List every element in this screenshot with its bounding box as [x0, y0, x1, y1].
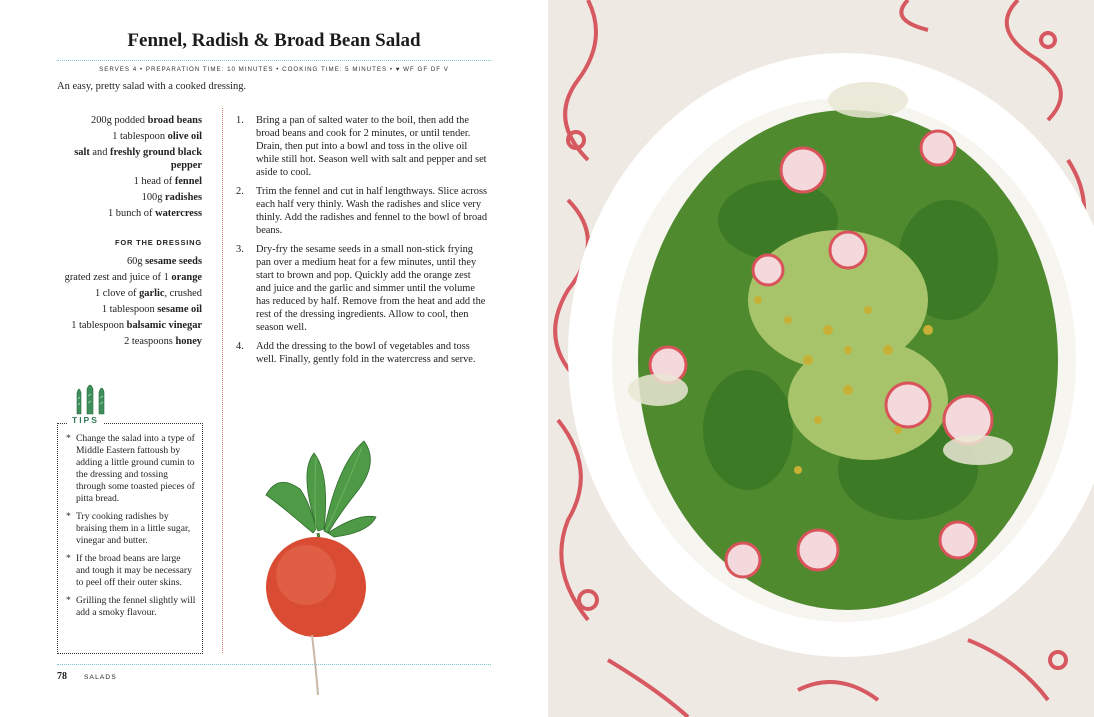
section-name: SALADS: [84, 674, 117, 681]
ingredient: 200g podded broad beans: [91, 115, 202, 126]
salad-photo: [548, 0, 1094, 717]
recipe-meta: SERVES 4 • PREPARATION TIME: 10 MINUTES • COOKING TIME: 5 MINUTES • ♥ WF GF DF V: [99, 66, 449, 73]
method-step: 2. Trim the fennel and cut in half lengthways. Slice across each half very thinly. Wash the radishes and slice very thinly. Add the radishes and fennel to the bowl of broad beans.: [236, 186, 488, 236]
ingredient: salt and freshly ground black pepper: [74, 147, 202, 171]
asparagus-icon: [71, 381, 111, 415]
tip-item: * Change the salad into a type of Middle Eastern fattoush by adding a little ground cumin to the dressing and tossing through some toasted pieces of pitta bread.: [66, 433, 195, 504]
right-page-photo: [548, 0, 1094, 717]
tip-item: * Try cooking radishes by braising them in a little sugar, vinegar and butter.: [66, 511, 191, 546]
bottom-dotted-rule: [57, 664, 491, 665]
ingredients-list: [52, 114, 202, 351]
page-number: 78: [57, 671, 67, 682]
recipe-title: Fennel, Radish & Broad Bean Salad: [127, 30, 421, 51]
top-dotted-rule: [57, 60, 491, 61]
method-step: 1. Bring a pan of salted water to the boil, then add the broad beans and cook for 2 minutes, or until tender. Drain, then put into a bowl and toss in the olive oil while still hot. Season well with salt and pepper and set aside to cool.: [236, 115, 487, 178]
tip-item: * Grilling the fennel slightly will add a smoky flavour.: [66, 595, 196, 618]
dressing-ingredient: 1 tablespoon sesame oil: [101, 304, 202, 315]
dressing-heading: FOR THE DRESSING: [115, 238, 202, 247]
tips-list: [66, 433, 196, 625]
recipe-intro: An easy, pretty salad with a cooked dressing.: [57, 81, 247, 92]
ingredient: 1 bunch of watercress: [108, 208, 202, 219]
method-steps: [236, 114, 488, 372]
method-step: 3. Dry-fry the sesame seeds in a small non-stick frying pan over a medium heat for a few minutes, until they start to brown and pop. Quickly add the orange zest and juice and the garlic and simmer until the volume has reduced by half. Remove from the heat and add the rest of the dressing ingredients. Allow to cool, then season well.: [236, 244, 486, 333]
dressing-ingredient: grated zest and juice of 1 orange: [64, 272, 202, 283]
dressing-ingredient: 2 teaspoons honey: [124, 336, 202, 347]
column-divider: [222, 108, 223, 653]
dressing-ingredient: 1 clove of garlic, crushed: [94, 288, 202, 299]
tips-label: TIPS: [68, 415, 103, 425]
radish-illustration: [258, 433, 382, 699]
method-step: 4. Add the dressing to the bowl of vegetables and toss well. Finally, gently fold in the watercress and serve.: [236, 341, 476, 365]
dressing-ingredient: 60g sesame seeds: [126, 256, 202, 267]
tip-item: * If the broad beans are large and tough it may be necessary to peel off their outer skins.: [66, 553, 192, 588]
dressing-ingredient: 1 tablespoon balsamic vinegar: [71, 320, 202, 331]
ingredient: 100g radishes: [141, 192, 202, 203]
ingredient: 1 head of fennel: [133, 176, 202, 187]
ingredient: 1 tablespoon olive oil: [112, 131, 202, 142]
